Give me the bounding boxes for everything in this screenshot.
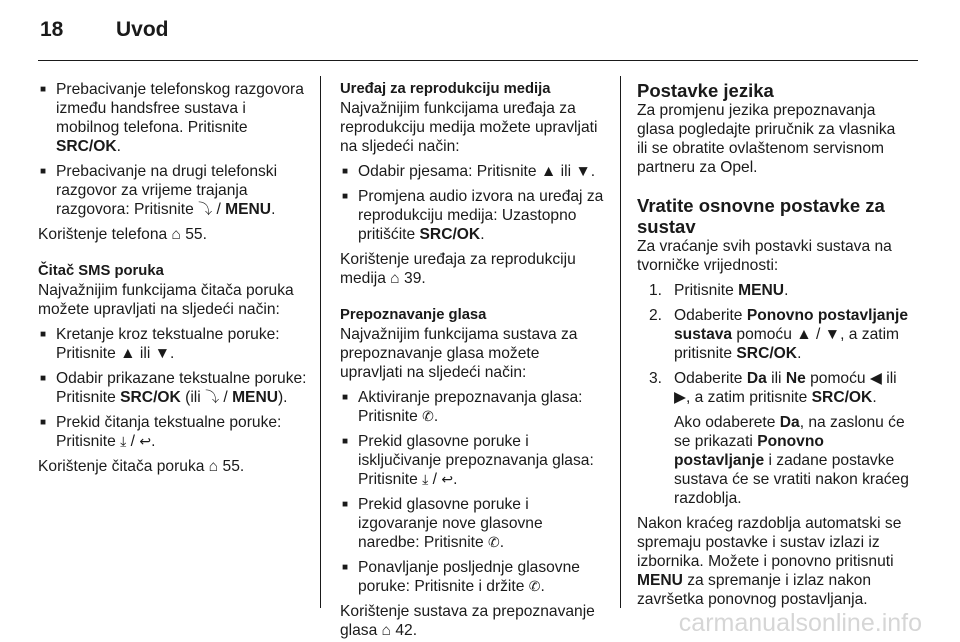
back-icon: ↩ [441, 471, 454, 487]
list-item: 3. Odaberite Da ili Ne pomoću ◀ ili ▶, a zatim pritisnite SRC/OK. Ako odaberete Da, na zaslonu će se prikazati Ponovno postavljanje i zadane postavke sustava će se vratiti nakon kraćeg razdoblja. [649, 370, 909, 507]
voice-icon: ✆ [528, 578, 541, 594]
sms-bullets [38, 325, 308, 451]
list-item: 2. Odaberite Ponovno postavljanje sustava pomoću ▲ / ▼, a zatim pritisnite SRC/OK. [649, 307, 908, 362]
list-item: ■ Prekid glasovne poruke i isključivanje prepoznavanja glasa: Pritisnite ⤓ / ↩. [340, 432, 605, 489]
page-title: Uvod [116, 18, 169, 41]
sms-reference: Korištenje čitača poruka ⌂ 55. [38, 458, 245, 475]
header-rule [38, 60, 918, 61]
column-divider-2 [620, 76, 621, 608]
list-item: ■ Prekid čitanja tekstualne poruke: Pritisnite ⤓ / ↩. [38, 413, 308, 451]
column-divider-1 [320, 76, 321, 608]
phone-bullets [38, 80, 308, 219]
call-transfer-icon: ⤵ [205, 389, 220, 405]
back-icon: ↩ [139, 433, 152, 449]
voice-intro: Najvažnijim funkcijama sustava za prepoznavanje glasa možete upravljati na sljedeći način: [340, 326, 578, 381]
list-item: ■ Odabir prikazane tekstualne poruke: Pritisnite SRC/OK (ili ⤵ / MENU). [38, 369, 308, 407]
reset-steps [637, 281, 909, 508]
media-heading: Uređaj za reprodukciju medija [340, 81, 551, 97]
list-item: ■ Prebacivanje na drugi telefonski razgovor za vrijeme trajanja razgovora: Pritisnite ⤵ / MENU. [38, 162, 308, 219]
list-item: ■ Prekid glasovne poruke i izgovaranje nove glasovne naredbe: Pritisnite ✆. [340, 495, 605, 552]
page-number: 18 [40, 18, 64, 41]
mute-icon: ⤓ [120, 433, 127, 449]
page-ref-arrow-icon: ⌂ [171, 226, 181, 243]
language-text: Za promjenu jezika prepoznavanja glasa pogledajte priručnik za vlasnika ili se obratite ovlaštenom servisnom partneru za Opel. [637, 102, 896, 176]
column-2 [340, 80, 605, 640]
list-item: 1. Pritisnite MENU. [649, 282, 789, 299]
voice-icon: ✆ [488, 534, 500, 550]
reset-intro: Za vraćanje svih postavki sustava na tvorničke vrijednosti: [637, 238, 892, 274]
page-ref-arrow-icon: ⌂ [390, 270, 400, 287]
page-ref-arrow-icon: ⌂ [381, 622, 392, 639]
watermark: carmanualsonline.info [678, 609, 922, 637]
reset-heading: Vratite osnovne postavke za sustav [637, 195, 885, 237]
voice-icon: ✆ [422, 408, 434, 424]
column-3 [637, 80, 909, 609]
list-item: ■ Prebacivanje telefonskog razgovora između handsfree sustava i mobilnog telefona. Pritisnite SRC/OK. [38, 80, 308, 156]
sms-heading: Čitač SMS poruka [38, 263, 164, 279]
voice-bullets [340, 388, 605, 596]
media-bullets [340, 162, 605, 244]
list-item: ■ Ponavljanje posljednje glasovne poruke: Pritisnite i držite ✆. [340, 558, 605, 596]
list-item: ■ Aktiviranje prepoznavanja glasa: Pritisnite ✆. [340, 388, 605, 426]
step3-note: Ako odaberete Da, na zaslonu će se prikazati Ponovno postavljanje i zadane postavke sustava će se vratiti nakon kraćeg razdoblja. [674, 414, 909, 507]
list-item: ■ Promjena audio izvora na uređaj za reprodukciju medija: Uzastopno pritišćite SRC/OK. [340, 187, 605, 244]
sms-intro: Najvažnijim funkcijama čitača poruka možete upravljati na sljedeći način: [38, 282, 294, 318]
call-transfer-icon: ⤵ [198, 201, 213, 217]
reset-outro: Nakon kraćeg razdoblja automatski se spremaju postavke i sustav izlazi iz izbornika. Možete i ponovno pritisnuti MENU za spremanje i izlaz nakon završetka ponovnog postavljanja. [637, 515, 902, 608]
language-heading: Postavke jezika [637, 80, 774, 101]
page-ref-arrow-icon: ⌂ [208, 458, 219, 475]
list-item: ■ Odabir pjesama: Pritisnite ▲ ili ▼. [340, 162, 605, 181]
column-1 [38, 80, 308, 476]
media-reference: Korištenje uređaja za reprodukciju medija ⌂ 39. [340, 251, 576, 287]
phone-reference: Korištenje telefona ⌂ 55. [38, 226, 207, 243]
voice-reference: Korištenje sustava za prepoznavanje glasa ⌂ 42. [340, 603, 595, 639]
mute-icon: ⤓ [422, 471, 429, 487]
media-intro: Najvažnijim funkcijama uređaja za reprodukciju medija možete upravljati na sljedeći način: [340, 100, 598, 155]
list-item: ■ Kretanje kroz tekstualne poruke: Pritisnite ▲ ili ▼. [38, 325, 308, 363]
voice-heading: Prepoznavanje glasa [340, 307, 487, 323]
